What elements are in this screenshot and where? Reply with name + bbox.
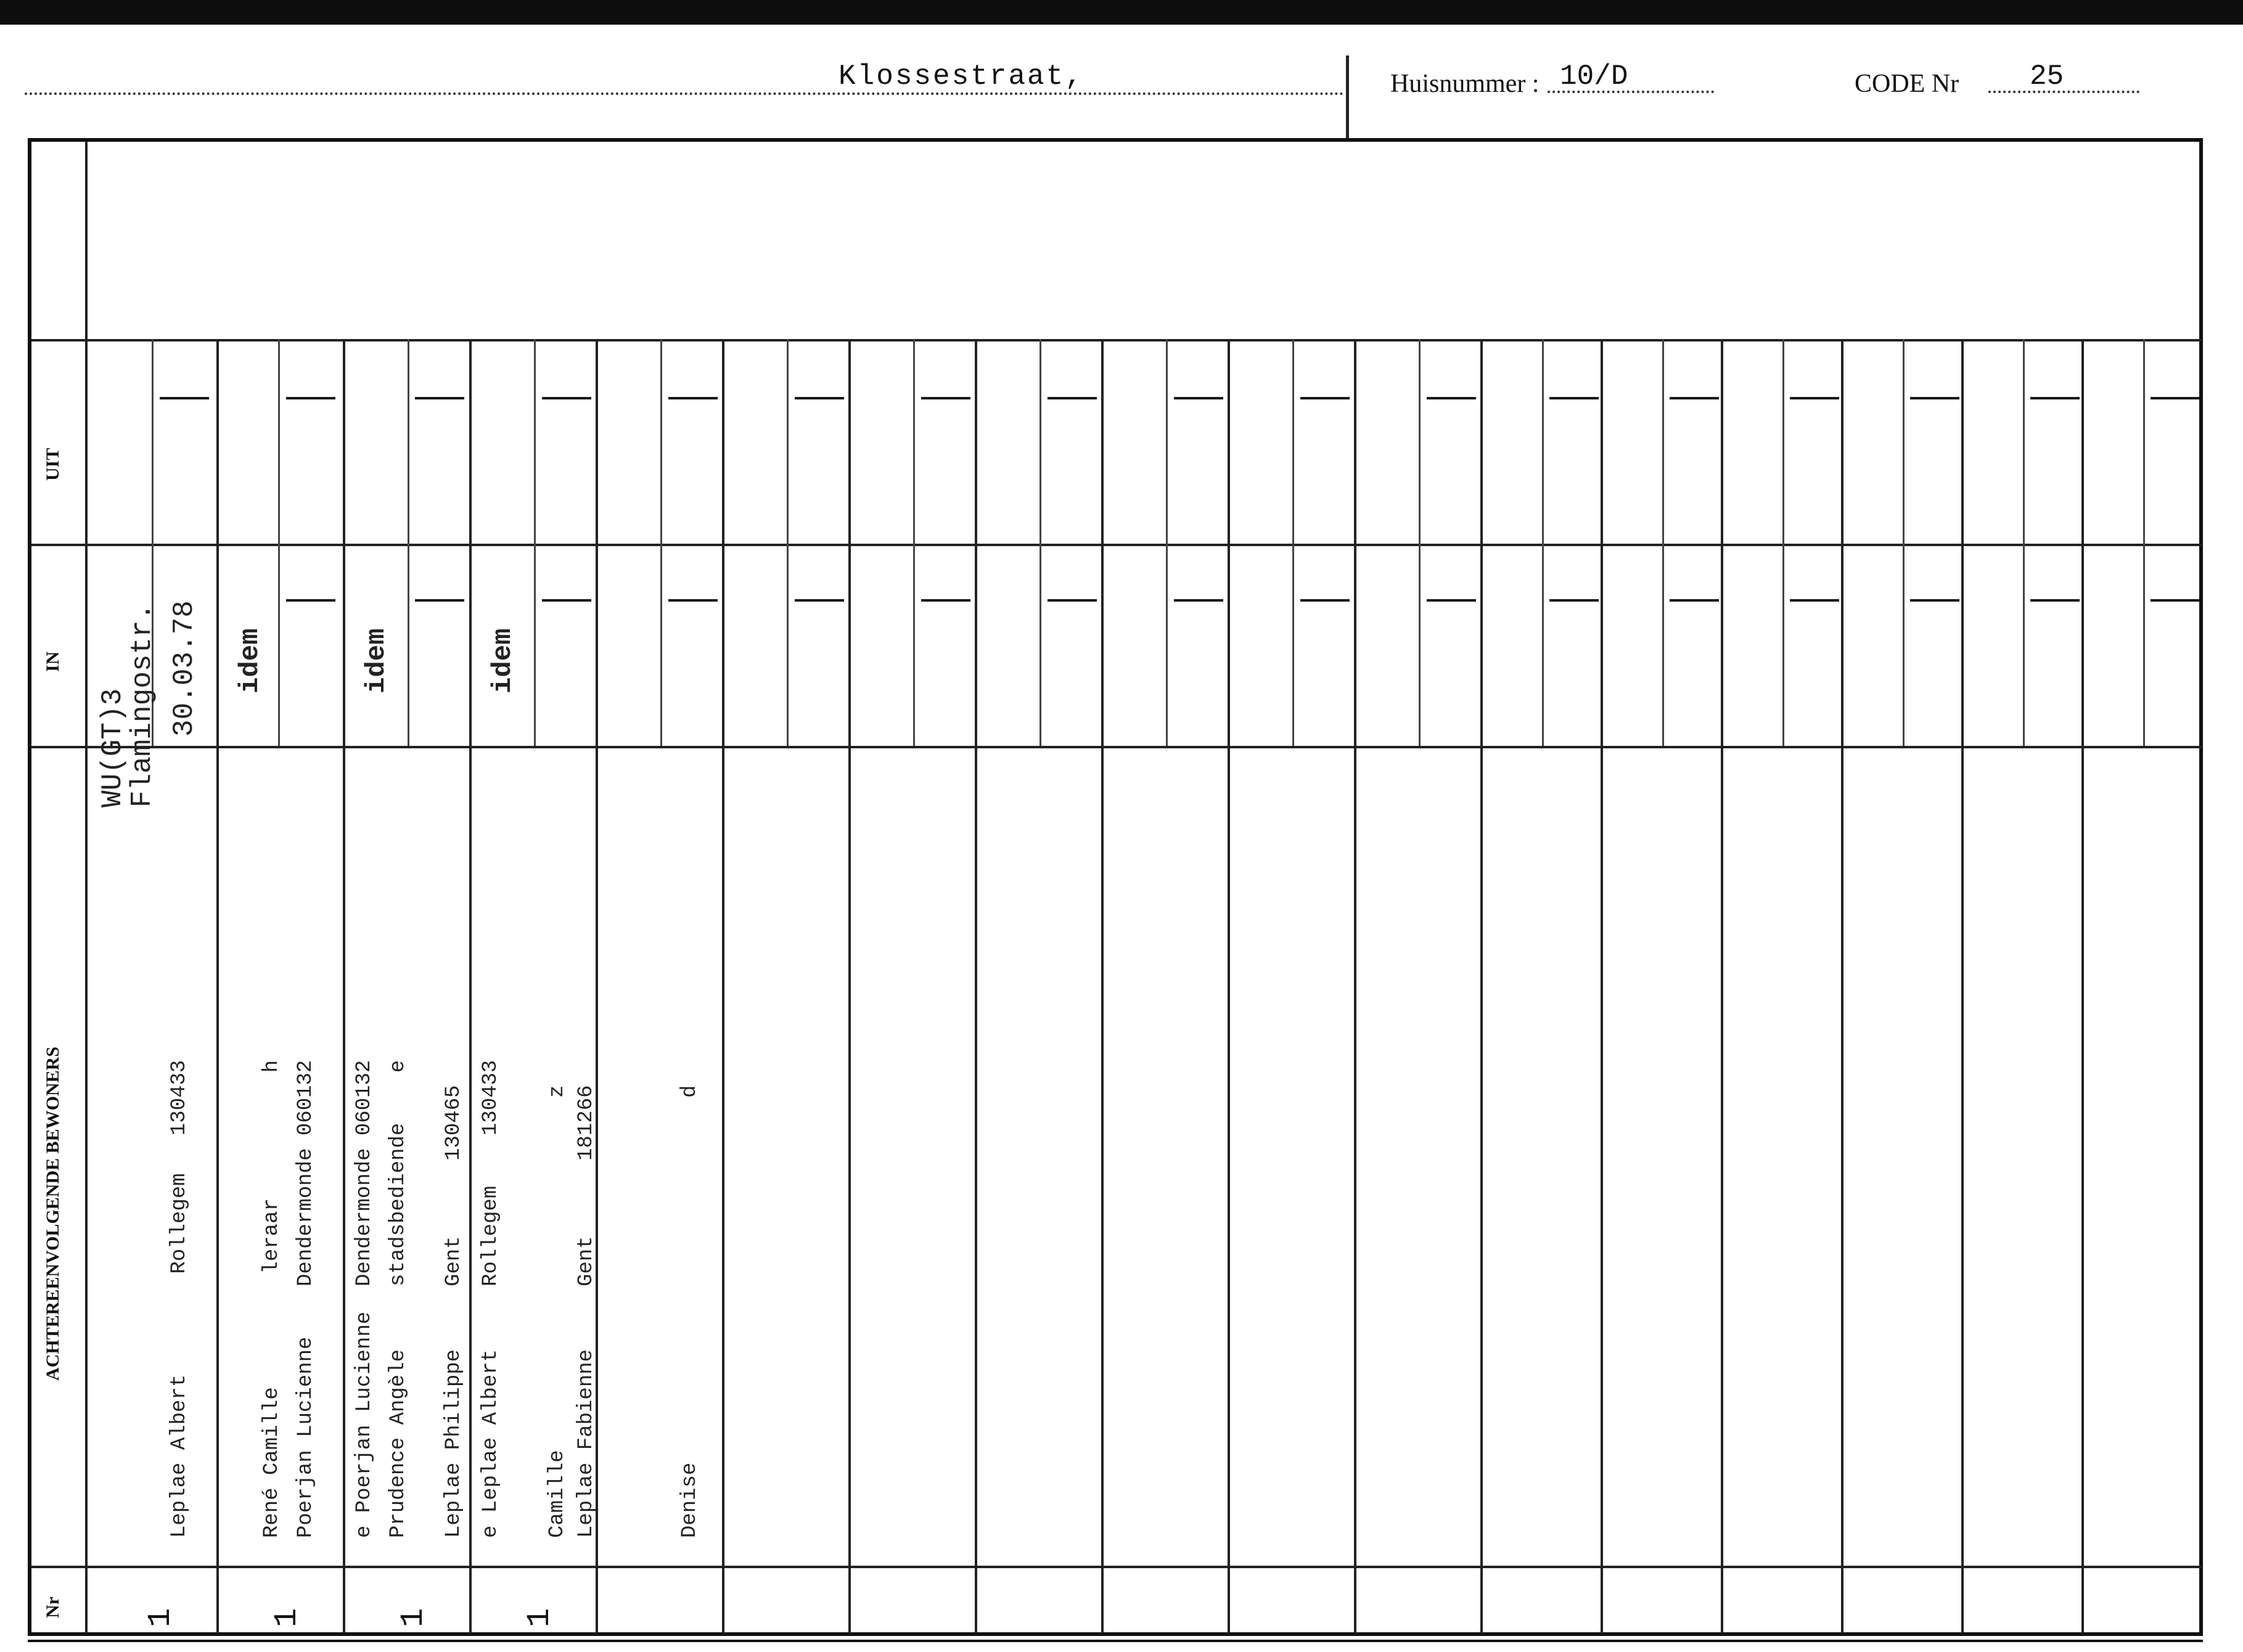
code-number-value: 25 bbox=[2030, 60, 2064, 92]
column-line bbox=[1354, 339, 1356, 1634]
column-line bbox=[1961, 339, 1964, 1634]
record-3-nr: 1 bbox=[395, 1608, 432, 1627]
uit-dash bbox=[1300, 397, 1350, 399]
uit-dash bbox=[1549, 397, 1599, 399]
sub-column-line bbox=[1292, 339, 1294, 746]
sub-column-line bbox=[1903, 339, 1905, 746]
uit-dash bbox=[1670, 397, 1719, 399]
record-3-line-2: Camille z bbox=[546, 1085, 569, 1538]
uit-dash bbox=[1174, 397, 1223, 399]
in-dash bbox=[1174, 599, 1223, 602]
sub-column-line bbox=[534, 339, 536, 746]
in-dash bbox=[921, 599, 970, 602]
label-column-divider bbox=[85, 142, 88, 1634]
bewoners-bottom-line bbox=[31, 1566, 2202, 1568]
in-dash bbox=[1300, 599, 1350, 602]
label-uit: UIT bbox=[43, 448, 63, 481]
record-1-nr: 1 bbox=[142, 1608, 179, 1627]
sub-column-line bbox=[2143, 339, 2145, 746]
record-2-line-3: e Leplae Albert Rollegem 130433 bbox=[479, 1060, 502, 1538]
record-1-in-street: Flamingostr. bbox=[126, 603, 158, 808]
label-nr: Nr bbox=[43, 1597, 63, 1618]
uit-dash bbox=[795, 397, 844, 399]
uit-dash bbox=[286, 397, 335, 399]
sub-column-line bbox=[408, 339, 409, 746]
record-4-residents bbox=[500, 1085, 776, 1538]
top-blank-bottom-line bbox=[31, 339, 2202, 341]
uit-dash bbox=[1910, 397, 1959, 399]
sub-column-line bbox=[787, 339, 789, 746]
house-number-dotted-line bbox=[1548, 91, 1714, 93]
record-1-line-2: René Camille leraar h bbox=[260, 1060, 284, 1538]
in-dash bbox=[668, 599, 718, 602]
in-dash bbox=[415, 599, 464, 602]
column-line bbox=[1721, 339, 1723, 1634]
record-4-nr: 1 bbox=[522, 1608, 558, 1627]
code-dotted-line bbox=[1988, 91, 2139, 93]
in-dash bbox=[2151, 599, 2200, 602]
sub-column-line bbox=[1542, 339, 1544, 746]
uit-bottom-line bbox=[31, 544, 2202, 546]
sub-column-line bbox=[1662, 339, 1664, 746]
in-dash bbox=[286, 599, 335, 602]
in-dash bbox=[1790, 599, 1839, 602]
in-dash bbox=[1048, 599, 1097, 602]
sub-column-line bbox=[1419, 339, 1421, 746]
column-line bbox=[1228, 339, 1230, 1634]
sub-column-line bbox=[660, 339, 662, 746]
bottom-row-line bbox=[28, 1640, 2203, 1642]
uit-dash bbox=[2151, 397, 2200, 399]
in-dash bbox=[1549, 599, 1599, 602]
uit-dash bbox=[1790, 397, 1839, 399]
record-2-line-1: Poerjan Lucienne Dendermonde 060132 bbox=[294, 1060, 318, 1538]
sub-column-line bbox=[2023, 339, 2025, 746]
uit-dash bbox=[921, 397, 970, 399]
in-dash bbox=[1670, 599, 1719, 602]
sub-column-line bbox=[1166, 339, 1168, 746]
top-black-border bbox=[0, 0, 2243, 25]
column-line bbox=[848, 339, 851, 1634]
column-line bbox=[1480, 339, 1483, 1634]
in-dash bbox=[1910, 599, 1959, 602]
record-1-in-date: 30.03.78 bbox=[168, 600, 200, 737]
uit-dash bbox=[415, 397, 464, 399]
uit-dash bbox=[668, 397, 718, 399]
record-1-line-3: e Poerjan Lucienne Dendermonde 060132 bbox=[353, 1060, 376, 1538]
record-4-line-2: Denise d bbox=[678, 1085, 702, 1538]
sub-column-line bbox=[1782, 339, 1784, 746]
record-1-in-code: WU(GT)3 bbox=[97, 688, 129, 808]
street-dotted-line bbox=[25, 92, 1344, 95]
column-line bbox=[1101, 339, 1104, 1634]
code-label: CODE Nr bbox=[1855, 70, 1959, 98]
label-in: IN bbox=[43, 651, 63, 672]
in-dash bbox=[795, 599, 844, 602]
uit-dash bbox=[1048, 397, 1097, 399]
uit-dash bbox=[160, 397, 209, 399]
in-dash bbox=[1427, 599, 1476, 602]
column-line bbox=[1601, 339, 1603, 1634]
sub-column-line bbox=[278, 339, 280, 746]
in-dash bbox=[542, 599, 591, 602]
record-3-line-1: Leplae Philippe Gent 130465 bbox=[442, 1085, 465, 1538]
record-2-nr: 1 bbox=[269, 1608, 305, 1627]
record-2-line-2: Prudence Angèle stadsbediende e bbox=[387, 1060, 410, 1538]
record-4-line-1: Leplae Fabienne Gent 181266 bbox=[575, 1085, 598, 1538]
record-2-in-from: idem bbox=[235, 628, 266, 693]
uit-dash bbox=[2030, 397, 2080, 399]
record-1-in-from bbox=[98, 603, 157, 808]
sub-column-line bbox=[1039, 339, 1041, 746]
label-bewoners: ACHTEREENVOLGENDE BEWONERS bbox=[43, 1046, 63, 1381]
uit-dash bbox=[542, 397, 591, 399]
house-number-label: Huisnummer : bbox=[1390, 70, 1540, 98]
in-dash bbox=[2030, 599, 2080, 602]
uit-dash bbox=[1427, 397, 1476, 399]
header-divider bbox=[1346, 55, 1349, 139]
record-4-in-from: idem bbox=[488, 628, 519, 693]
street-name: Klossestraat, bbox=[839, 60, 1084, 92]
record-3-in-from: idem bbox=[361, 628, 392, 693]
sub-column-line bbox=[913, 339, 915, 746]
record-1-line-1: Leplae Albert Rollegem 130433 bbox=[168, 1060, 191, 1538]
register-form bbox=[28, 138, 2203, 1636]
house-number-value: 10/D bbox=[1560, 60, 1628, 92]
column-line bbox=[1841, 339, 1843, 1634]
in-bottom-line bbox=[31, 746, 2202, 748]
column-line bbox=[2081, 339, 2084, 1634]
column-line bbox=[975, 339, 977, 1634]
